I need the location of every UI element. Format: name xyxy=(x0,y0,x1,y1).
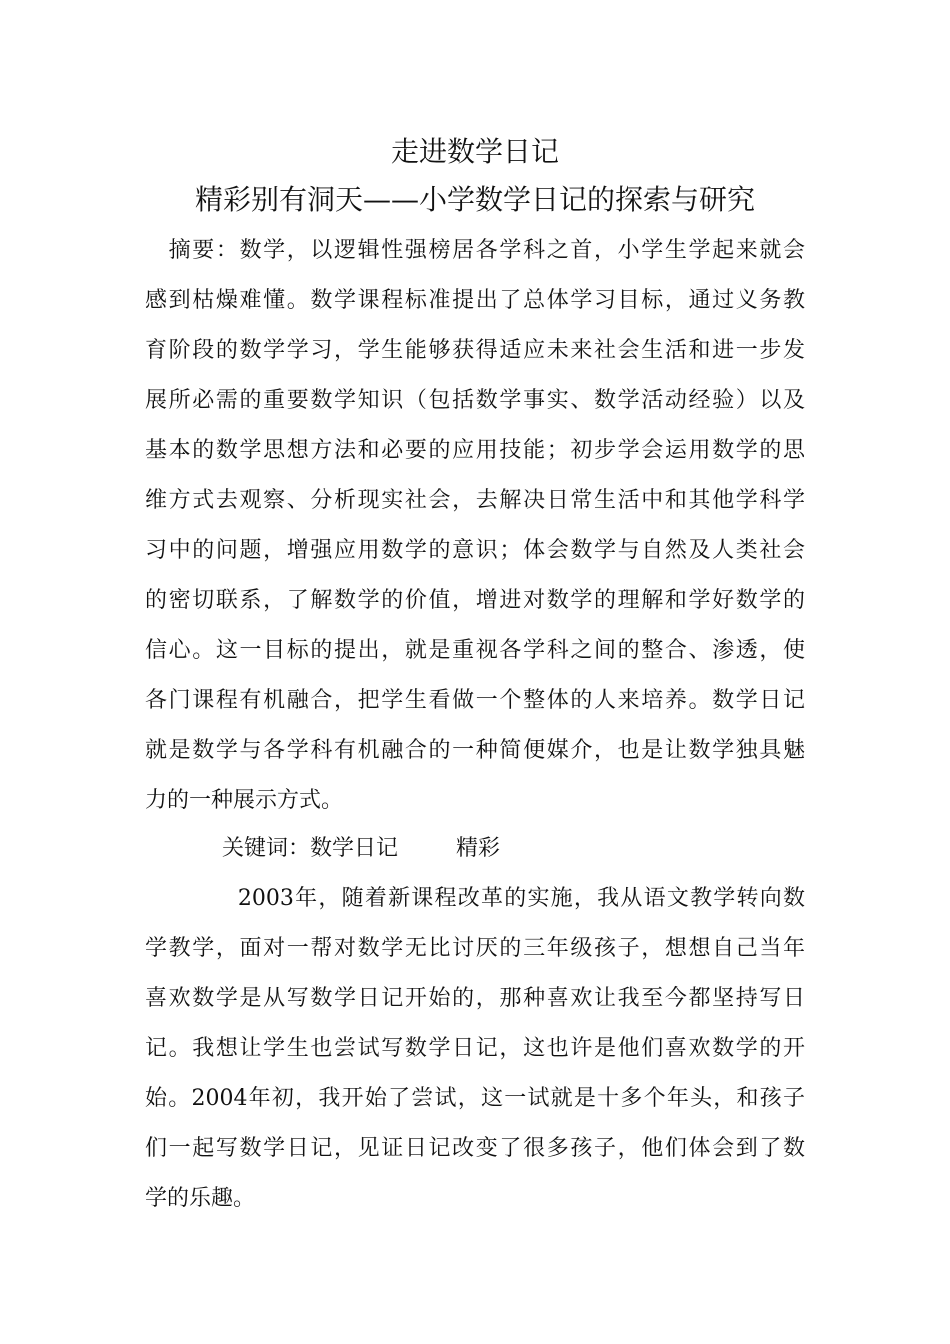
abstract-line: 维方式去观察、分析现实社会，去解决日常生活中和其他学科学 xyxy=(145,488,805,513)
abstract-line: 展所必需的重要数学知识（包括数学事实、数学活动经验）以及 xyxy=(145,388,805,413)
abstract-line: 习中的问题，增强应用数学的意识；体会数学与自然及人类社会 xyxy=(145,538,805,563)
abstract-line: 育阶段的数学学习，学生能够获得适应未来社会生活和进一步发 xyxy=(145,338,805,363)
body-line: 喜欢数学是从写数学日记开始的，那种喜欢让我至今都坚持写日 xyxy=(145,986,805,1011)
body-line: 学的乐趣。 xyxy=(145,1186,256,1211)
abstract-line: 信心。这一目标的提出，就是重视各学科之间的整合、渗透，使 xyxy=(145,638,805,663)
body-line: 始。2004年初，我开始了尝试，这一试就是十多个年头，和孩子 xyxy=(145,1086,805,1111)
abstract-line: 感到枯燥难懂。数学课程标准提出了总体学习目标，通过义务教 xyxy=(145,288,805,313)
body-line: 记。我想让学生也尝试写数学日记，这也许是他们喜欢数学的开 xyxy=(145,1036,805,1061)
abstract-line: 基本的数学思想方法和必要的应用技能；初步学会运用数学的思 xyxy=(145,438,805,463)
body-line: 2003年，随着新课程改革的实施，我从语文教学转向数 xyxy=(145,886,805,911)
abstract-line: 摘要：数学，以逻辑性强榜居各学科之首，小学生学起来就会 xyxy=(145,238,805,263)
keywords-line xyxy=(222,834,802,864)
abstract-line: 的密切联系，了解数学的价值，增进对数学的理解和学好数学的 xyxy=(145,588,805,613)
body-line: 学教学，面对一帮对数学无比讨厌的三年级孩子，想想自己当年 xyxy=(145,936,805,961)
abstract-line: 就是数学与各学科有机融合的一种简便媒介，也是让数学独具魅 xyxy=(145,738,805,763)
keyword-item: 精彩 xyxy=(456,836,501,861)
document-title: 走进数学日记 xyxy=(390,135,559,168)
keywords-label: 关键词：数学日记 xyxy=(222,836,399,861)
body-line: 们一起写数学日记，见证日记改变了很多孩子，他们体会到了数 xyxy=(145,1136,805,1161)
document-subtitle: 精彩别有洞天——小学数学日记的探索与研究 xyxy=(194,183,755,216)
abstract-line: 各门课程有机融合，把学生看做一个整体的人来培养。数学日记 xyxy=(145,688,805,713)
abstract-line: 力的一种展示方式。 xyxy=(145,788,344,813)
